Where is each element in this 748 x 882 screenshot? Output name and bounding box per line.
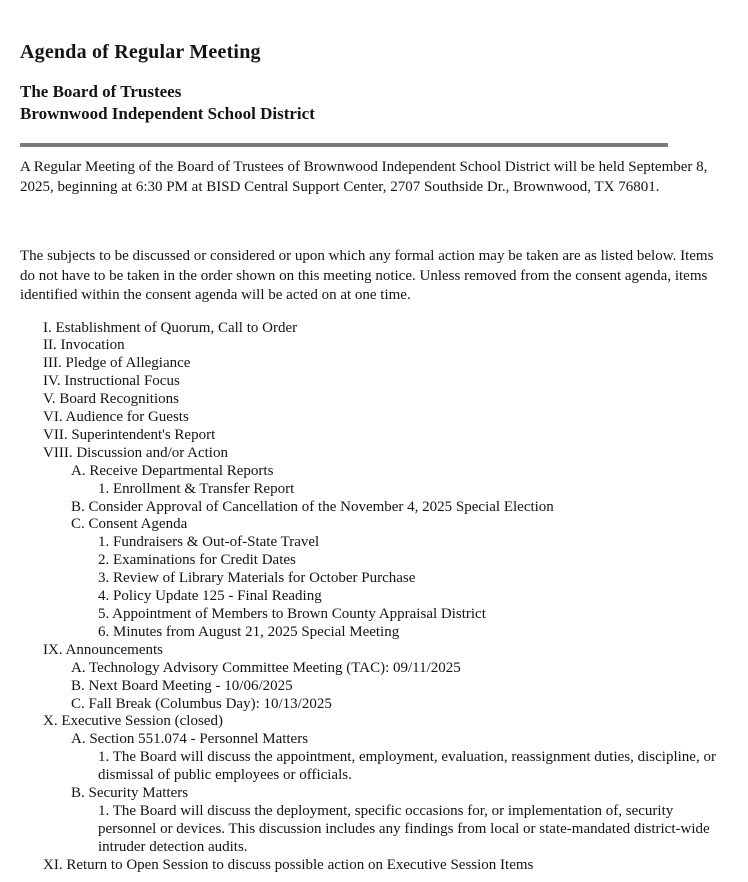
meeting-intro-paragraph: A Regular Meeting of the Board of Trustees of Brownwood Independent School District will be held September 8, 2025, beginning at 6:30 PM at BISD Central Support Center, 2707 Southside Dr., Brownwood, TX 76801. (20, 159, 708, 195)
agenda-list (20, 320, 718, 875)
agenda-item: A. Receive Departmental Reports (71, 462, 274, 479)
agenda-item: 2. Examinations for Credit Dates (98, 552, 296, 569)
agenda-item: II. Invocation (43, 337, 125, 354)
agenda-item: 1. The Board will discuss the appointment, employment, evaluation, reassignment duties, discipline, or dismissal of public employees or officials. (98, 749, 716, 784)
organization-block (20, 81, 718, 125)
agenda-item: VII. Superintendent's Report (43, 426, 216, 443)
agenda-item: 1. The Board will discuss the deployment, specific occasions for, or implementation of, security personnel or devices. This discussion includes any findings from local or state-mandated district-wide intruder detection audits. (98, 802, 710, 855)
agenda-item: 3. Review of Library Materials for October Purchase (98, 570, 416, 587)
agenda-item: 4. Policy Update 125 - Final Reading (98, 588, 322, 605)
agenda-item: 5. Appointment of Members to Brown County Appraisal District (98, 606, 486, 622)
notice-paragraph: The subjects to be discussed or considered or upon which any formal action may be taken are as listed below. Items do not have to be taken in the order shown on this meeting notice. Unless removed from the consent agenda, items identified within the consent agenda will be acted on at one time. (20, 248, 714, 303)
agenda-item: I. Establishment of Quorum, Call to Order (43, 319, 298, 336)
organization-line-district: Brownwood Independent School District (20, 104, 315, 123)
agenda-item: C. Fall Break (Columbus Day): 10/13/2025 (71, 695, 332, 712)
agenda-item: IV. Instructional Focus (43, 373, 180, 390)
divider-rule (20, 143, 668, 147)
agenda-item: VI. Audience for Guests (43, 409, 189, 426)
agenda-item: 6. Minutes from August 21, 2025 Special Meeting (98, 623, 400, 640)
agenda-item: C. Consent Agenda (71, 516, 188, 533)
agenda-item: III. Pledge of Allegiance (43, 355, 191, 372)
agenda-item: VIII. Discussion and/or Action (43, 444, 228, 461)
document-title: Agenda of Regular Meeting (20, 41, 261, 63)
agenda-item: XI. Return to Open Session to discuss possible action on Executive Session Items (43, 856, 534, 873)
agenda-item: 1. Enrollment & Transfer Report (98, 480, 295, 497)
agenda-item: X. Executive Session (closed) (43, 713, 223, 730)
agenda-item: A. Technology Advisory Committee Meeting (TAC): 09/11/2025 (71, 659, 461, 676)
agenda-item: B. Next Board Meeting - 10/06/2025 (71, 677, 293, 694)
agenda-item: V. Board Recognitions (43, 391, 179, 408)
organization-line-board: The Board of Trustees (20, 82, 182, 101)
agenda-item: 1. Fundraisers & Out-of-State Travel (98, 534, 320, 551)
agenda-item: B. Security Matters (71, 785, 189, 802)
agenda-item: A. Section 551.074 - Personnel Matters (71, 731, 309, 748)
agenda-item: B. Consider Approval of Cancellation of the November 4, 2025 Special Election (71, 498, 554, 515)
agenda-item: IX. Announcements (43, 641, 163, 658)
